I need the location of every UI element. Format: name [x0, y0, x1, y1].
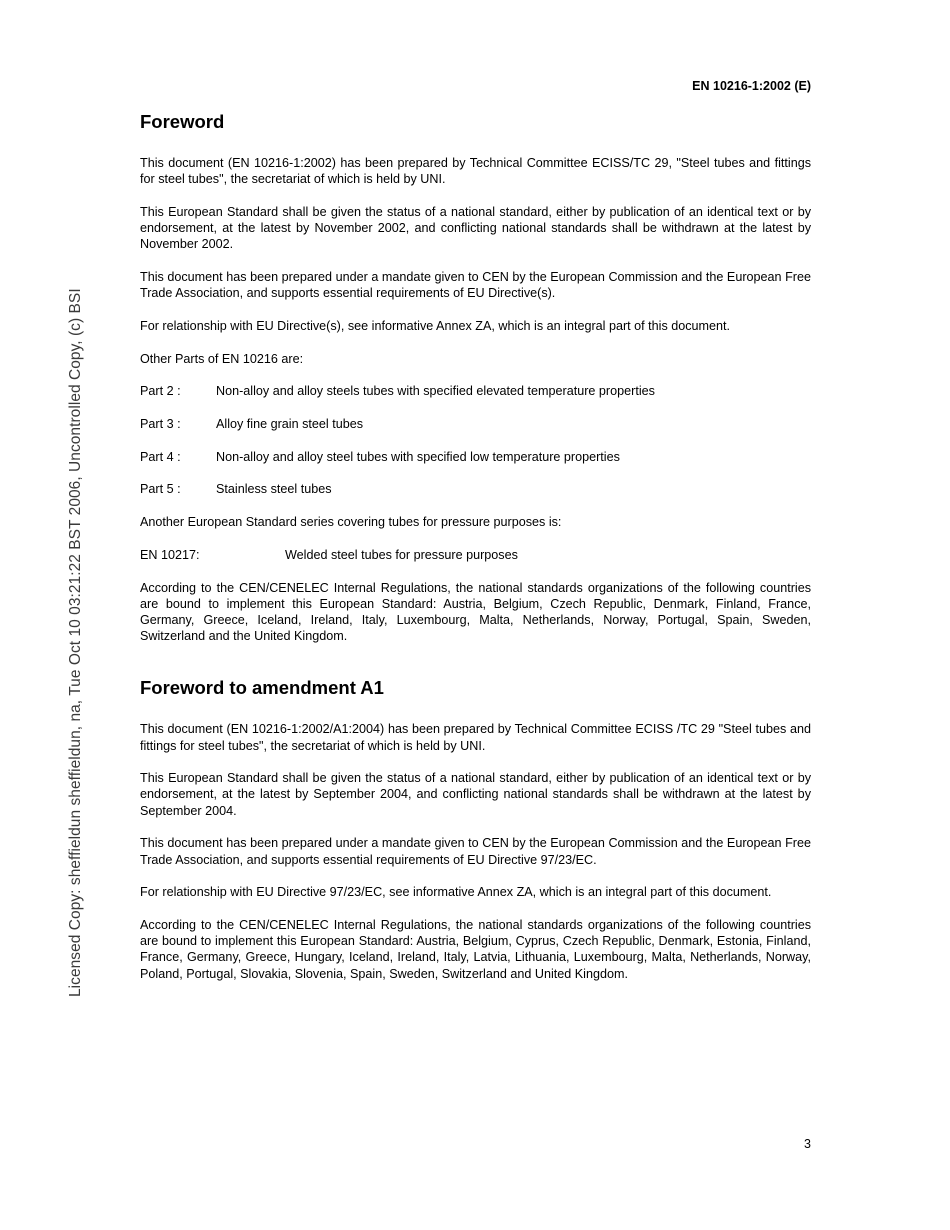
part-list-item [140, 481, 811, 497]
amendment-heading: Foreword to amendment A1 [140, 677, 384, 699]
series-label: EN 10217: [140, 547, 200, 562]
part-list-item [140, 449, 811, 465]
series-description: Welded steel tubes for pressure purposes [285, 547, 518, 562]
part-description: Non-alloy and alloy steel tubes with specified low temperature properties [216, 449, 620, 464]
part-list-item [140, 383, 811, 399]
part-description: Alloy fine grain steel tubes [216, 417, 364, 432]
part-label: Part 2 : [140, 384, 181, 399]
amendment-paragraph: According to the CEN/CENELEC Internal Regulations, the national standards organizations of the following countries are bound to implement this European Standard: Austria, Belgium, Cyprus, Czech Republic, Denmark, Estonia, Finland, France, Germany, Greece, Hungary, Iceland, Ireland, Italy, Latvia, Lithuania, Luxembourg, Malta, Netherlands, Norway, Poland, Portugal, Slovakia, Slovenia, Spain, Sweden, Switzerland and United Kingdom. [140, 917, 811, 981]
part-label: Part 3 : [140, 417, 181, 432]
foreword-paragraph: Other Parts of EN 10216 are: [140, 351, 304, 366]
page-number: 3 [804, 1137, 811, 1151]
foreword-paragraph: Another European Standard series covering tubes for pressure purposes is: [140, 515, 562, 530]
series-list-item [140, 547, 811, 563]
part-description: Stainless steel tubes [216, 482, 332, 497]
amendment-paragraph: This European Standard shall be given the status of a national standard, either by publication of an identical text or by endorsement, at the latest by September 2004, and conflicting national standards shall be withdrawn at the latest by September 2004. [140, 771, 811, 818]
amendment-paragraph: This document has been prepared under a mandate given to CEN by the European Commission and the European Free Trade Association, and supports essential requirements of EU Directive 97/23/EC. [140, 836, 811, 867]
document-code: EN 10216-1:2002 (E) [692, 79, 811, 93]
part-label: Part 4 : [140, 449, 181, 464]
foreword-paragraph: This European Standard shall be given the status of a national standard, either by publication of an identical text or by endorsement, at the latest by November 2002, and conflicting national standards shall be withdrawn at the latest by November 2002. [140, 204, 811, 252]
page-content [140, 111, 811, 998]
foreword-paragraph: This document (EN 10216-1:2002) has been prepared by Technical Committee ECISS/TC 29, "Steel tubes and fittings for steel tubes", the secretariat of which is held by UNI. [140, 156, 811, 187]
amendment-paragraph: For relationship with EU Directive 97/23/EC, see informative Annex ZA, which is an integral part of this document. [140, 885, 772, 900]
license-watermark: Licensed Copy: sheffieldun sheffieldun, na, Tue Oct 10 03:21:22 BST 2006, Uncontrolled Copy, (c) BSI [67, 288, 84, 997]
amendment-paragraph: This document (EN 10216-1:2002/A1:2004) has been prepared by Technical Committee ECISS /TC 29 "Steel tubes and fittings for steel tubes", the secretariat of which is held by UNI. [140, 722, 811, 753]
foreword-heading: Foreword [140, 111, 225, 132]
foreword-paragraph: For relationship with EU Directive(s), see informative Annex ZA, which is an integral part of this document. [140, 318, 731, 333]
part-description: Non-alloy and alloy steels tubes with specified elevated temperature properties [216, 384, 655, 399]
part-list-item [140, 416, 811, 432]
foreword-paragraph: This document has been prepared under a mandate given to CEN by the European Commission and the European Free Trade Association, and supports essential requirements of EU Directive(s). [140, 270, 811, 301]
part-label: Part 5 : [140, 482, 181, 497]
foreword-paragraph: According to the CEN/CENELEC Internal Regulations, the national standards organizations of the following countries are bound to implement this European Standard: Austria, Belgium, Czech Republic, Denmark, Finland, France, Germany, Greece, Iceland, Ireland, Italy, Luxembourg, Malta, Netherlands, Norway, Portugal, Spain, Sweden, Switzerland and the United Kingdom. [140, 580, 811, 644]
